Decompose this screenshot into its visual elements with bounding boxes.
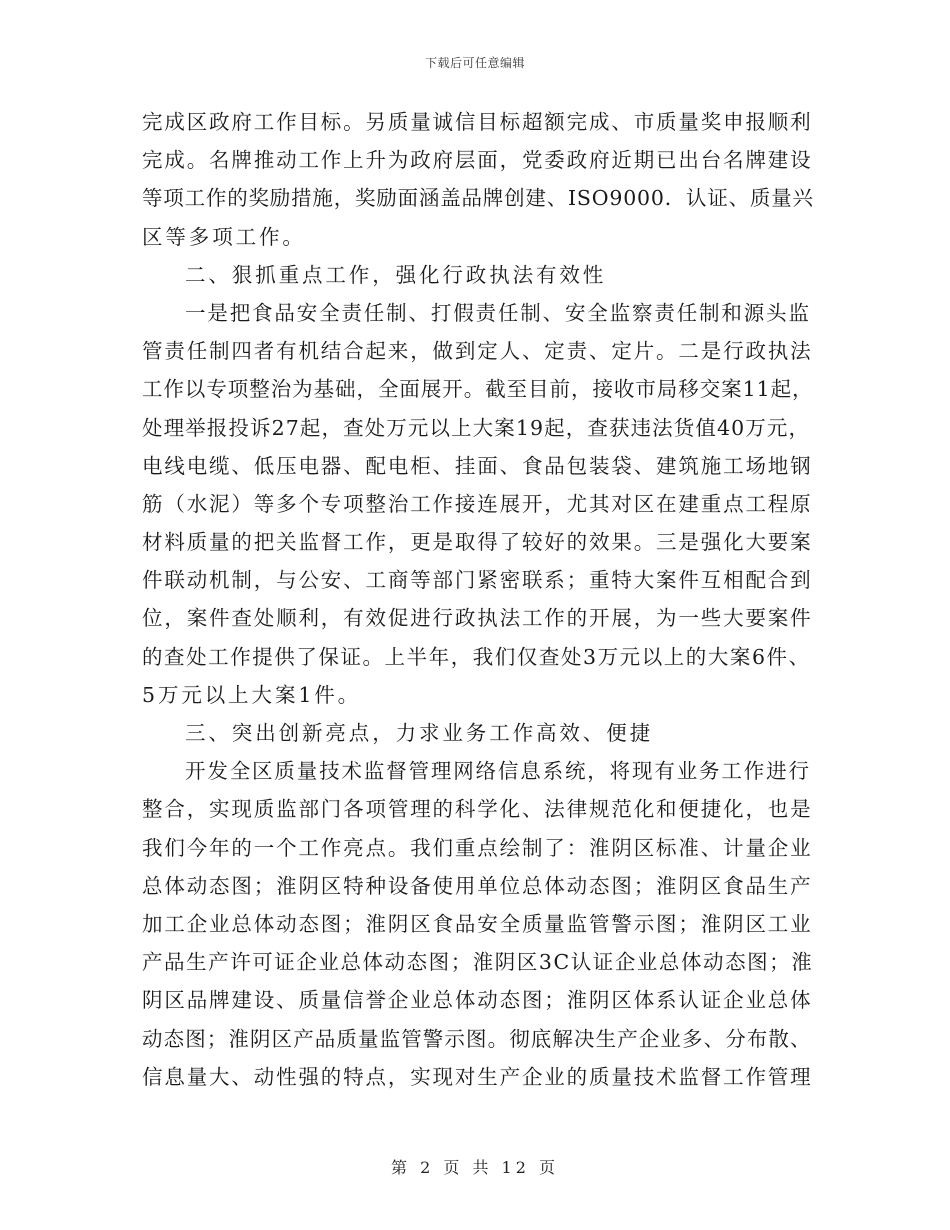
body-text-line: 产品生产许可证企业总体动态图；淮阴区3C认证企业总体动态图；淮 — [142, 950, 814, 975]
body-text-line: 等项工作的奖励措施，奖励面涵盖品牌创建、ISO9000．认证、质量兴 — [142, 186, 814, 211]
body-text-line: 管责任制四者有机结合起来，做到定人、定责、定片。二是行政执法 — [142, 339, 813, 364]
body-text-line: 完成。名牌推动工作上升为政府层面，党委政府近期已出台名牌建设 — [142, 148, 813, 173]
body-text-line: 材料质量的把关监督工作，更是取得了较好的效果。三是强化大要案 — [142, 530, 813, 555]
body-text-line: 区等多项工作。 — [142, 224, 306, 249]
body-text-line: 电线电缆、低压电器、配电柜、挂面、食品包装袋、建筑施工场地钢 — [142, 453, 813, 478]
body-text-line: 5万元以上大案1件。 — [142, 682, 362, 707]
body-text-line: 工作以专项整治为基础，全面展开。截至目前，接收市局移交案11起， — [142, 377, 814, 402]
body-text-line: 我们今年的一个工作亮点。我们重点绘制了：淮阴区标准、计量企业 — [142, 835, 813, 860]
page-header: 下载后可任意编辑 — [424, 56, 525, 70]
body-text-line: 一是把食品安全责任制、打假责任制、安全监察责任制和源头监 — [185, 300, 811, 325]
body-text-line: 的查处工作提供了保证。上半年，我们仅查处3万元以上的大案6件、 — [142, 644, 811, 669]
body-text-line: 三、突出创新亮点，力求业务工作高效、便捷 — [185, 721, 653, 745]
document-body — [142, 103, 812, 1096]
body-text-line: 完成区政府工作目标。另质量诚信目标超额完成、市质量奖申报顺利 — [142, 110, 813, 134]
page-footer: 第 2 页 共 12 页 — [391, 1158, 559, 1177]
body-text-line: 位，案件查处顺利，有效促进行政执法工作的开展，为一些大要案件 — [142, 606, 813, 631]
body-text-line: 阴区品牌建设、质量信誉企业总体动态图；淮阴区体系认证企业总体 — [142, 988, 813, 1013]
body-text-line: 信息量大、动性强的特点，实现对生产企业的质量技术监督工作管理 — [142, 1064, 813, 1089]
body-text-line: 筋（水泥）等多个专项整治工作接连展开，尤其对区在建重点工程原 — [142, 491, 813, 516]
body-text-line: 二、狠抓重点工作，强化行政执法有效性 — [185, 262, 607, 287]
body-text-line: 动态图；淮阴区产品质量监管警示图。彻底解决生产企业多、分布散、 — [142, 1026, 812, 1051]
body-text-line: 总体动态图；淮阴区特种设备使用单位总体动态图；淮阴区食品生产 — [142, 873, 813, 898]
body-text-line: 加工企业总体动态图；淮阴区食品安全质量监管警示图；淮阴区工业 — [142, 911, 813, 936]
body-text-line: 件联动机制，与公安、工商等部门紧密联系；重特大案件互相配合到 — [142, 568, 813, 593]
body-text-line: 处理举报投诉27起，查处万元以上大案19起，查获违法货值40万元， — [142, 415, 811, 440]
body-text-line: 整合，实现质监部门各项管理的科学化、法律规范化和便捷化，也是 — [142, 797, 813, 822]
body-text-line: 开发全区质量技术监督管理网络信息系统，将现有业务工作进行 — [185, 759, 811, 784]
